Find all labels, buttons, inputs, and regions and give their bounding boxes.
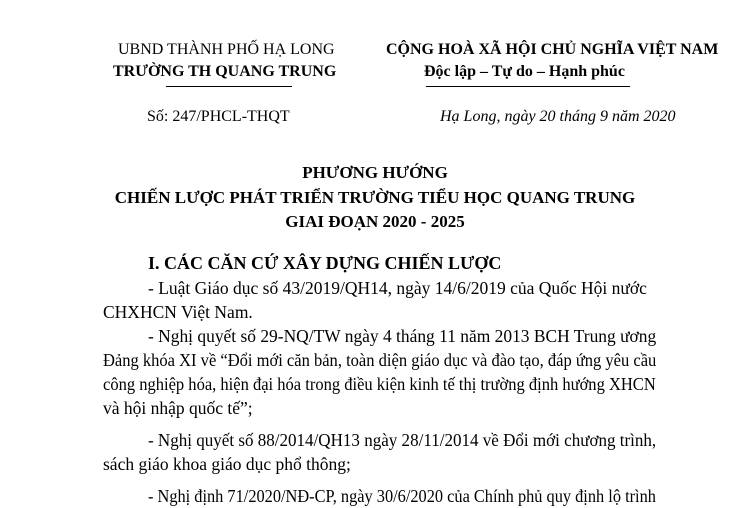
place-and-date: Hạ Long, ngày 20 tháng 9 năm 2020 (440, 108, 676, 125)
document-number: Số: 247/PHCL-THQT (147, 108, 290, 125)
body-line: - Luật Giáo dục số 43/2019/QH14, ngày 14/6/2019 của Quốc Hội nước (148, 278, 647, 298)
body-line: công nghiệp hóa, hiện đại hóa trong điều kiện kinh tế thị trường định hướng XHCN (103, 374, 656, 394)
body-line: - Nghị quyết số 88/2014/QH13 ngày 28/11/2014 về Đổi mới chương trình, (148, 430, 657, 450)
school-name-underline (166, 86, 292, 87)
body-line: và hội nhập quốc tế”; (103, 398, 253, 418)
body-line: - Nghị quyết số 29-NQ/TW ngày 4 tháng 11 năm 2013 BCH Trung ương (148, 326, 657, 346)
national-title: CỘNG HOÀ XÃ HỘI CHỦ NGHĨA VIỆT NAM (386, 41, 719, 58)
national-motto: Độc lập – Tự do – Hạnh phúc (424, 63, 625, 80)
section-heading: I. CÁC CĂN CỨ XÂY DỰNG CHIẾN LƯỢC (148, 253, 502, 273)
body-line: - Nghị định 71/2020/NĐ-CP, ngày 30/6/2020 của Chính phủ quy định lộ trình (148, 486, 656, 506)
document-title-line1: PHƯƠNG HƯỚNG (302, 163, 448, 182)
school-name: TRƯỜNG TH QUANG TRUNG (113, 63, 337, 80)
body-line: Đảng khóa XI về “Đổi mới căn bản, toàn diện giáo dục và đào tạo, đáp ứng yêu cầu (103, 350, 657, 370)
motto-underline (426, 86, 630, 87)
body-line: CHXHCN Việt Nam. (103, 302, 253, 322)
document-title-line2: CHIẾN LƯỢC PHÁT TRIỂN TRƯỜNG TIỂU HỌC QUANG TRUNG (114, 188, 636, 207)
agency-name: UBND THÀNH PHỐ HẠ LONG (118, 41, 335, 58)
body-line: sách giáo khoa giáo dục phổ thông; (103, 454, 351, 474)
document-title-line3: GIAI ĐOẠN 2020 - 2025 (285, 212, 465, 231)
